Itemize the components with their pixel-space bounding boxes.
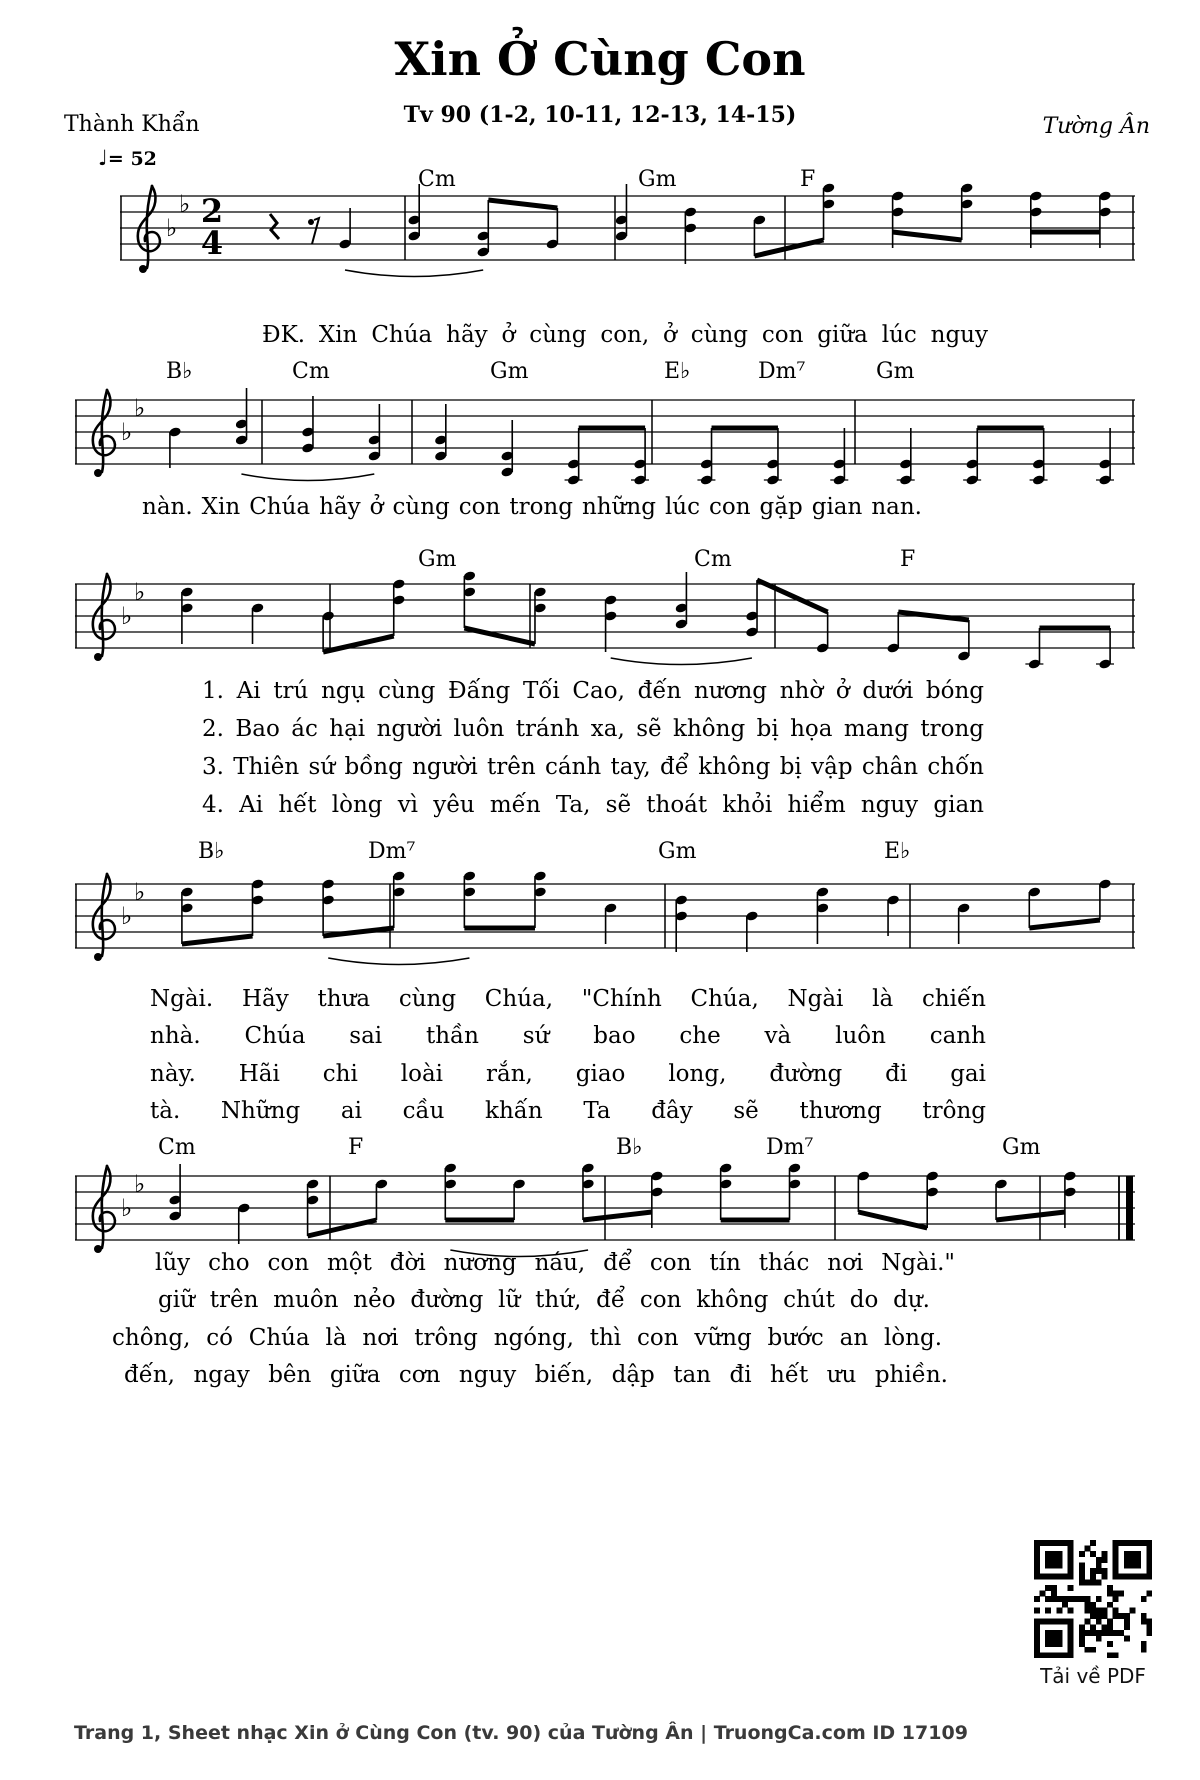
svg-text:♭: ♭ — [166, 214, 178, 242]
svg-text:♭: ♭ — [121, 902, 133, 930]
qr-image — [1034, 1540, 1152, 1658]
chord-label: B♭ — [616, 1135, 643, 1160]
qr-code[interactable] — [1034, 1540, 1152, 1658]
lyric-line: 2. Bao ác hại người luôn tránh xa, sẽ không bị họa mang trong — [202, 716, 984, 742]
lyric-line: nhà. Chúa sai thần sứ bao che và luôn canh — [150, 1023, 986, 1049]
chord-label: Cm — [158, 1135, 196, 1160]
staff-notation — [120, 156, 1135, 316]
chord-label: Dm⁷ — [766, 1135, 814, 1160]
svg-text:♭: ♭ — [121, 1194, 133, 1222]
chord-label: E♭ — [664, 359, 691, 384]
quarter-note-icon: ♩ — [98, 146, 108, 170]
chord-label: F — [900, 547, 916, 572]
svg-text:2: 2 — [200, 192, 224, 230]
svg-text:♭: ♭ — [134, 1170, 146, 1198]
chord-label: Gm — [876, 359, 915, 384]
page-subtitle: Tv 90 (1-2, 10-11, 12-13, 14-15) — [403, 102, 797, 128]
chord-label: B♭ — [166, 359, 193, 384]
chord-label: B♭ — [198, 839, 225, 864]
qr-caption: Tải về PDF — [1040, 1664, 1146, 1688]
svg-text:♭: ♭ — [134, 878, 146, 906]
staff-notation — [75, 844, 1135, 1004]
footer-credit: Trang 1, Sheet nhạc Xin ở Cùng Con (tv. 90) của Tường Ân | TruongCa.com ID 17109 — [74, 1722, 968, 1744]
lyric-line: nàn. Xin Chúa hãy ở cùng con trong những lúc con gặp gian nan. — [142, 494, 922, 520]
svg-text:4: 4 — [200, 224, 224, 262]
lyric-line: Ngài. Hãy thưa cùng Chúa, "Chính Chúa, Ngài là chiến — [150, 986, 986, 1012]
chord-label: Dm⁷ — [368, 839, 416, 864]
lyric-line: này. Hãi chi loài rắn, giao long, đường đi gai — [150, 1061, 986, 1087]
lyric-line: 4. Ai hết lòng vì yêu mến Ta, sẽ thoát khỏi hiểm nguy gian — [202, 792, 984, 818]
svg-text:♭: ♭ — [121, 418, 133, 446]
svg-text:♭: ♭ — [134, 394, 146, 422]
music-system-1 — [120, 156, 1135, 316]
music-system-4 — [75, 844, 1135, 1004]
chord-label: Cm — [418, 167, 456, 192]
lyric-line: 3. Thiên sứ bồng người trên cánh tay, để không bị vập chân chốn — [202, 754, 984, 780]
lyric-line: lũy cho con một đời nương náu, để con tín thác nơi Ngài." — [155, 1250, 955, 1276]
tempo-value: = 52 — [107, 148, 157, 170]
svg-text:♭: ♭ — [179, 190, 191, 218]
lyric-line: giữ trên muôn nẻo đường lữ thứ, để con không chút do dự. — [158, 1287, 930, 1313]
chord-label: F — [800, 167, 816, 192]
chord-label: Gm — [658, 839, 697, 864]
chord-label: Gm — [638, 167, 677, 192]
chord-label: E♭ — [884, 839, 911, 864]
chord-label: Cm — [292, 359, 330, 384]
lyric-line: tà. Những ai cầu khấn Ta đây sẽ thương trông — [150, 1098, 986, 1124]
page-title: Xin Ở Cùng Con — [394, 32, 806, 86]
svg-text:♭: ♭ — [134, 578, 146, 606]
chord-label: Dm⁷ — [758, 359, 806, 384]
lyric-line: chông, có Chúa là nơi trông ngóng, thì con vững bước an lòng. — [112, 1325, 942, 1351]
chord-label: F — [348, 1135, 364, 1160]
chord-label: Gm — [490, 359, 529, 384]
chord-label: Gm — [418, 547, 457, 572]
composer-name: Tường Ân — [1042, 114, 1150, 139]
style-label: Thành Khẩn — [64, 112, 200, 137]
chord-label: Gm — [1002, 1135, 1041, 1160]
lyric-line: 1. Ai trú ngụ cùng Đấng Tối Cao, đến nương nhờ ở dưới bóng — [202, 678, 984, 704]
svg-text:♭: ♭ — [121, 602, 133, 630]
chord-label: Cm — [694, 547, 732, 572]
lyric-line: ĐK. Xin Chúa hãy ở cùng con, ở cùng con giữa lúc nguy — [262, 322, 988, 348]
lyric-line: đến, ngay bên giữa cơn nguy biến, dập tan đi hết ưu phiền. — [124, 1362, 948, 1388]
